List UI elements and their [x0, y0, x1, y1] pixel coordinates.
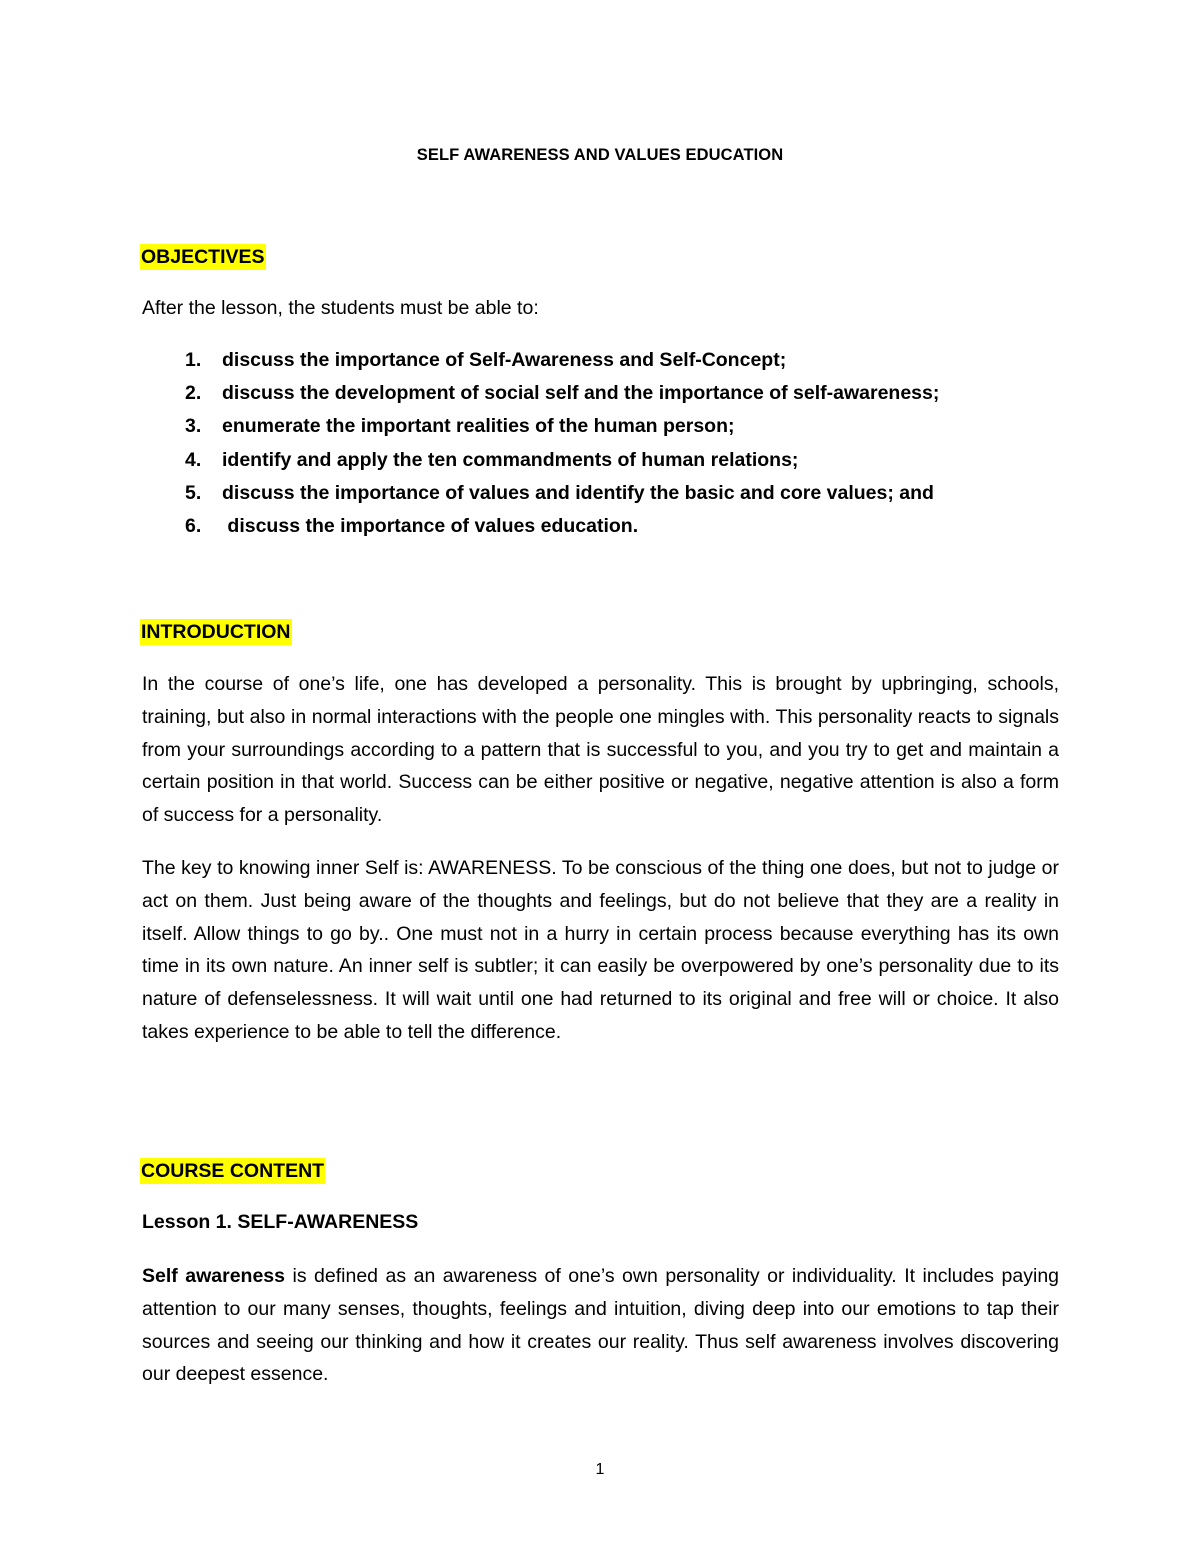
objective-text: discuss the importance of values education.: [222, 514, 639, 537]
objective-number: 5.: [185, 481, 202, 504]
course-content-heading: COURSE CONTENT: [141, 1160, 325, 1182]
objective-text: discuss the importance of values and identify the basic and core values; and: [222, 481, 934, 504]
page-number: 1: [595, 1461, 605, 1478]
objective-number: 4.: [185, 448, 202, 471]
objective-number: 1.: [185, 349, 202, 371]
definition-text: is defined as an awareness of one’s own personality or individuality. It includes paying attention to our many senses, thoughts, feelings and intuition, diving deep into our emotions to tap their sources and seeing our thinking and how it creates our reality. Thus self awareness involves discovering our deepest essence.: [142, 1265, 1060, 1386]
objectives-intro: After the lesson, the students must be able to:: [142, 297, 539, 319]
objective-number: 6.: [185, 514, 202, 537]
introduction-paragraph-1-text: In the course of one’s life, one has developed a personality. This is brought by upbringing, schools, training, but also in normal interactions with the people one mingles with. This personality reacts to signals from your surroundings according to a pattern that is successful to you, and you try to get and maintain a certain position in that world. Success can be either positive or negative, negative attention is also a form of success for a personality.: [142, 673, 1059, 827]
introduction-paragraph-2-text: The key to knowing inner Self is: AWARENESS. To be conscious of the thing one does, but not to judge or act on them. Just being aware of the thoughts and feelings, but do not believe that they are a reality in itself. Allow things to go by.. One must not in a hurry in certain process because everything has its own time in its own nature. An inner self is subtler; it can easily be overpowered by one’s personality due to its nature of defenselessness. It will wait until one had returned to its original and free will or choice. It also takes experience to be able to tell the difference.: [142, 857, 1059, 1043]
definition-term: Self awareness: [142, 1265, 285, 1287]
objectives-heading: OBJECTIVES: [141, 246, 265, 268]
introduction-heading: INTRODUCTION: [141, 621, 291, 643]
objective-number: 2.: [185, 382, 202, 405]
lesson-prefix: Lesson 1.: [142, 1211, 238, 1233]
objective-text: discuss the development of social self and the importance of self-awareness;: [222, 382, 940, 405]
introduction-paragraph-1: [142, 668, 1059, 832]
objective-number: 3.: [185, 415, 202, 438]
lesson-heading: [142, 1211, 1059, 1234]
objective-text: discuss the importance of Self-Awareness and Self-Concept;: [222, 349, 787, 371]
page-title: SELF AWARENESS AND VALUES EDUCATION: [416, 146, 784, 164]
lesson-title: SELF-AWARENESS: [237, 1211, 419, 1233]
self-awareness-definition: [142, 1260, 1059, 1391]
objective-text: identify and apply the ten commandments of human relations;: [222, 448, 799, 471]
objective-text: enumerate the important realities of the human person;: [222, 415, 735, 438]
introduction-paragraph-2: [142, 852, 1059, 1049]
